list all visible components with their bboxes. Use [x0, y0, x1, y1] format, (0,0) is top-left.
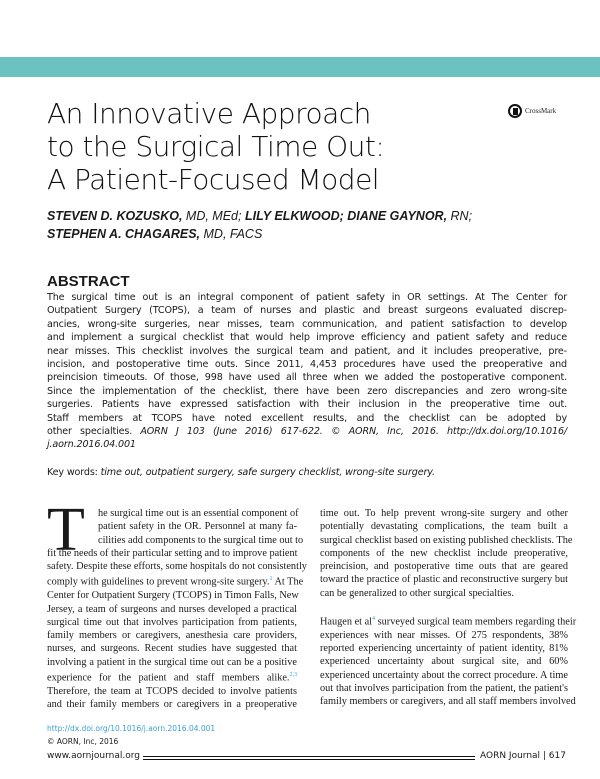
body-line: family members or caregivers, and all staff members involved [320, 696, 576, 708]
body-line: Jersey, a team of surgeons and nurses developed a practical [47, 603, 297, 615]
author-degree: MD, MEd; [182, 209, 242, 223]
body-line: nurses, and surgeons. Recent studies have suggested that [47, 643, 297, 655]
abstract-line: ancies, wrong-site surgeries, near misses, team communication, and patient satisfaction to develop [47, 318, 567, 330]
body-line: experiences with near misses. Of 275 respondents, 38% [320, 629, 568, 641]
body-line: family members or caregivers, anesthesia care providers, [47, 630, 297, 642]
title-line: to the Surgical Time Out: [47, 130, 385, 163]
body-line: components of the new checklist include preoperative, [320, 547, 568, 559]
body-column-left [47, 507, 307, 711]
footer-divider [143, 756, 475, 760]
body-line: preincision, and postoperative time outs that are geared [320, 561, 568, 573]
abstract-line: and implement a surgical checklist that would help improve efficiency and patient safety and reduce [47, 332, 567, 344]
body-line [47, 669, 297, 685]
body-text: At The [272, 576, 304, 588]
crossmark-icon [508, 104, 522, 118]
body-line: can be generalized to other surgical specialties. [320, 587, 514, 599]
abstract-heading: ABSTRACT [47, 273, 130, 290]
article-title [47, 97, 487, 196]
body-text: Haugen et al [320, 616, 373, 628]
title-line: An Innovative Approach [47, 97, 371, 130]
citation: AORN J 103 (June 2016) 617-622. © AORN, Inc, 2016. http://dx.doi.org/10.1016/ [140, 426, 567, 438]
body-text: comply with guidelines to prevent wrong-site surgery. [47, 576, 270, 588]
author-name: STEPHEN A. CHAGARES, [47, 227, 201, 241]
abstract-line: near misses. This checklist involves the surgical team and patient, and it includes preoperative, pre- [47, 345, 567, 357]
body-line: surgical time out that involves participation from patients, [47, 616, 297, 628]
body-line: experienced uncertainty about the correct procedure. A time [320, 669, 568, 681]
body-column-right [320, 507, 577, 709]
body-line: he surgical time out is an essential component of [98, 508, 299, 519]
body-text: experience for the patient and staff members alike. [47, 672, 290, 684]
abstract-line: The surgical time out is an integral component of patient safety in OR settings. At The Center for [47, 292, 567, 303]
author-name: DIANE GAYNOR, [343, 209, 448, 223]
author-list [47, 207, 567, 243]
body-line: cilities add components to the surgical time out to [98, 534, 304, 546]
keywords [47, 467, 435, 478]
body-text: surveyed surgical team members regarding their [375, 616, 577, 628]
reference-link[interactable]: 1 [269, 576, 273, 583]
abstract-line: incision, and postoperative time outs. Since 2011, 4,453 procedures have used the preoperative and [47, 359, 567, 371]
crossmark-badge[interactable] [508, 104, 556, 118]
citation-doi: j.aorn.2016.04.001 [47, 439, 136, 451]
abstract-line: Outpatient Surgery (TCOPS), a team of nurses and plastic and breast surgeons evaluated discrep- [47, 305, 567, 317]
body-line: involving a patient in the surgical time out can be a positive [47, 656, 297, 668]
abstract-line: Staff members at TCOPS have noted excellent results, and the checklist can be adopted by [47, 412, 567, 424]
keywords-list: time out, outpatient surgery, safe surgery checklist, wrong-site surgery. [100, 467, 435, 478]
drop-cap: T [47, 496, 85, 564]
reference-link[interactable]: 4 [372, 616, 376, 623]
abstract-line [47, 438, 567, 451]
body-line [320, 613, 577, 629]
abstract-line: Since the implementation of the checklist, there have been zero discrepancies and zero wrong-site [47, 385, 567, 397]
body-line: surgical checklist based on existing published checklists. The [320, 534, 573, 546]
abstract-line: surgeries. Patients have expressed satisfaction with their inclusion in the preoperative time out. [47, 399, 567, 411]
body-line: and their family members or caregivers in a preoperative [47, 699, 297, 710]
body-line: reported experiencing uncertainty of patient identity, 81% [320, 643, 568, 655]
header-accent-bar [0, 57, 600, 77]
crossmark-label: CrossMark [525, 107, 557, 115]
author-name: STEVEN D. KOZUSKO, [47, 209, 183, 223]
journal-page-number: AORN Journal | 617 [480, 751, 566, 761]
abstract-line: preincision timeouts. Of those, 998 have used all three when we added the postoperative component. [47, 372, 567, 384]
reference-link[interactable]: 2,3 [289, 671, 297, 678]
body-line: experienced uncertainty about surgical site, and 60% [320, 656, 568, 668]
website-link[interactable]: www.aornjournal.org [47, 751, 140, 761]
doi-link[interactable]: http://dx.doi.org/10.1016/j.aorn.2016.04.001 [47, 724, 216, 733]
body-line: fit the needs of their particular setting and to improve patient [47, 547, 298, 559]
author-degree: RN; [447, 209, 473, 223]
body-line: out that involves participation from the patient, the patient's [320, 682, 568, 694]
body-line [47, 573, 304, 589]
author-name: LILY ELKWOOD; [241, 209, 344, 223]
body-line: Therefore, the team at TCOPS decided to involve patients [47, 685, 297, 697]
title-line: A Patient-Focused Model [47, 163, 380, 196]
body-line: Center for Outpatient Surgery (TCOPS) in Timon Falls, New [47, 590, 299, 602]
body-line: patient safety in the OR. Personnel at many fa- [98, 521, 297, 533]
author-degree: MD, FACS [200, 227, 263, 241]
abstract-text [47, 291, 567, 452]
body-line: time out. To help prevent wrong-site surgery and other [320, 508, 568, 519]
body-line: safety. Despite these efforts, some hospitals do not consistently [47, 561, 307, 573]
keywords-label: Key words: [47, 467, 101, 478]
copyright: © AORN, Inc, 2016 [47, 737, 119, 746]
body-line: toward the practice of plastic and reconstructive surgery but [320, 574, 568, 586]
abstract-line [47, 425, 567, 438]
abstract-text-end: other specialties. [47, 426, 141, 438]
body-line: potentially devastating complications, the team built a [320, 521, 568, 533]
